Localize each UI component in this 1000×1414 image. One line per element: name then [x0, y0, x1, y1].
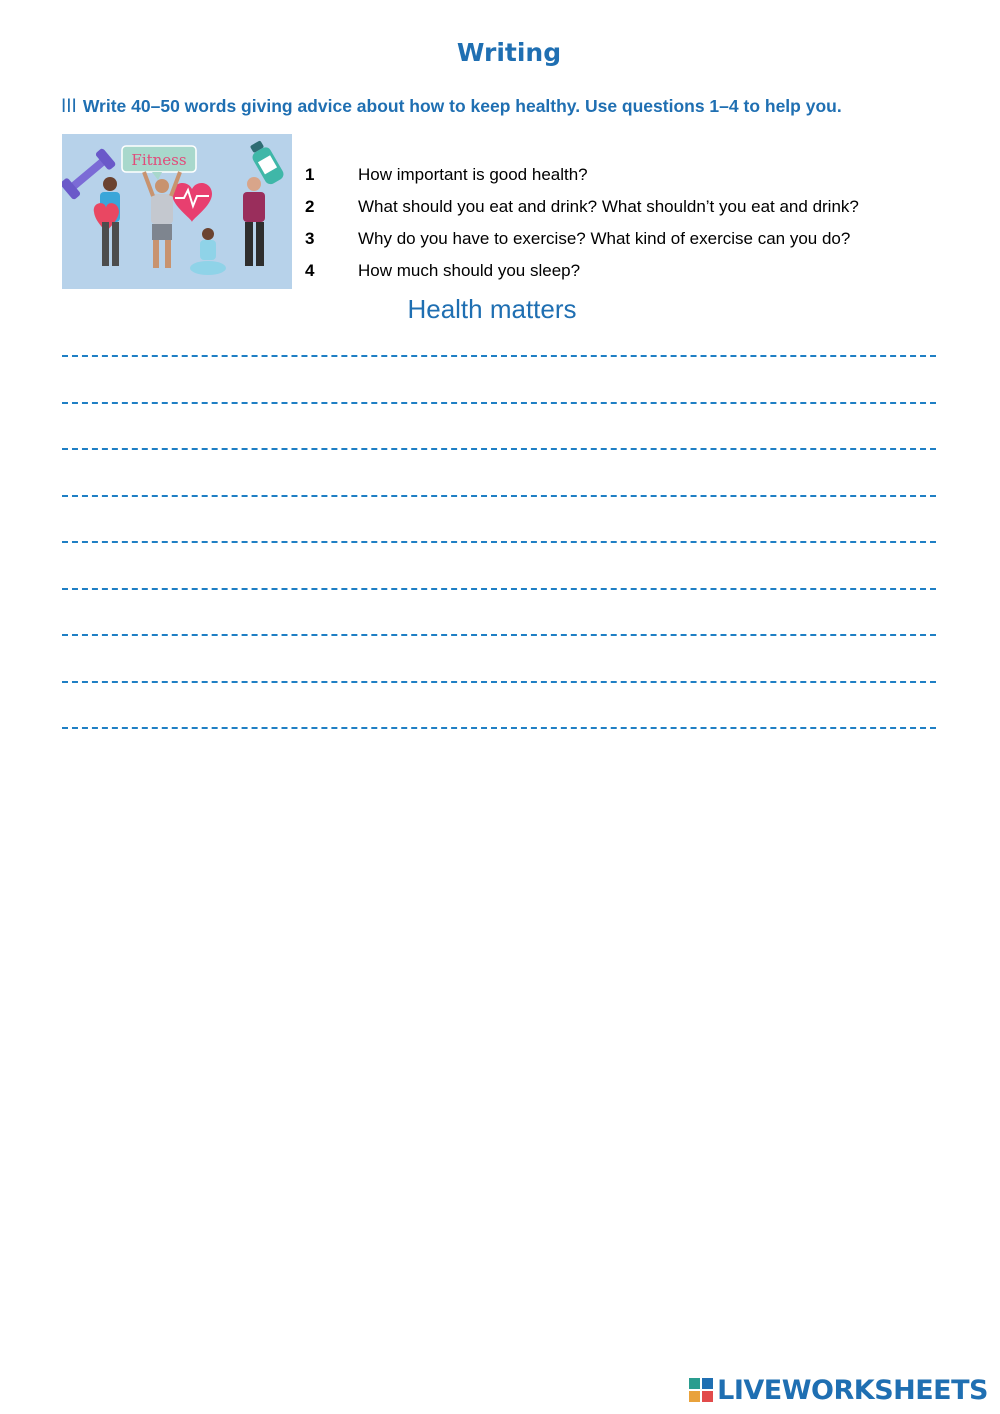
answer-line[interactable] — [62, 402, 936, 404]
fitness-sign-text: Fitness — [131, 151, 187, 169]
question-number: 4 — [305, 261, 315, 280]
answer-line[interactable] — [62, 588, 936, 590]
answer-line[interactable] — [62, 448, 936, 450]
answer-line[interactable] — [62, 634, 936, 636]
brand-name: LIVEWORKSHEETS — [717, 1374, 988, 1406]
question-number: 1 — [305, 165, 315, 184]
answer-line[interactable] — [62, 541, 936, 543]
question-text: Why do you have to exercise? What kind of exercise can you do? — [358, 229, 851, 248]
page-title: Writing — [456, 38, 562, 67]
answer-line[interactable] — [62, 727, 936, 729]
answer-area[interactable] — [62, 355, 936, 774]
question-text: How important is good health? — [358, 165, 588, 184]
liveworksheets-logo — [689, 1374, 988, 1406]
question-number: 3 — [305, 229, 315, 248]
answer-line[interactable] — [62, 355, 936, 357]
writing-title: Health matters — [407, 294, 577, 324]
answer-line[interactable] — [62, 681, 936, 683]
liveworksheets-logo-icon — [689, 1378, 713, 1402]
instruction-text: Write 40–50 words giving advice about how to keep healthy. Use questions 1–4 to help you. — [82, 96, 842, 116]
question-text: What should you eat and drink? What shouldn’t you eat and drink? — [358, 197, 859, 216]
answer-line[interactable] — [62, 495, 936, 497]
question-number: 2 — [305, 197, 315, 216]
question-text: How much should you sleep? — [358, 261, 581, 280]
instruction — [61, 96, 842, 118]
fitness-illustration — [62, 134, 292, 289]
section-number: III — [61, 96, 77, 117]
